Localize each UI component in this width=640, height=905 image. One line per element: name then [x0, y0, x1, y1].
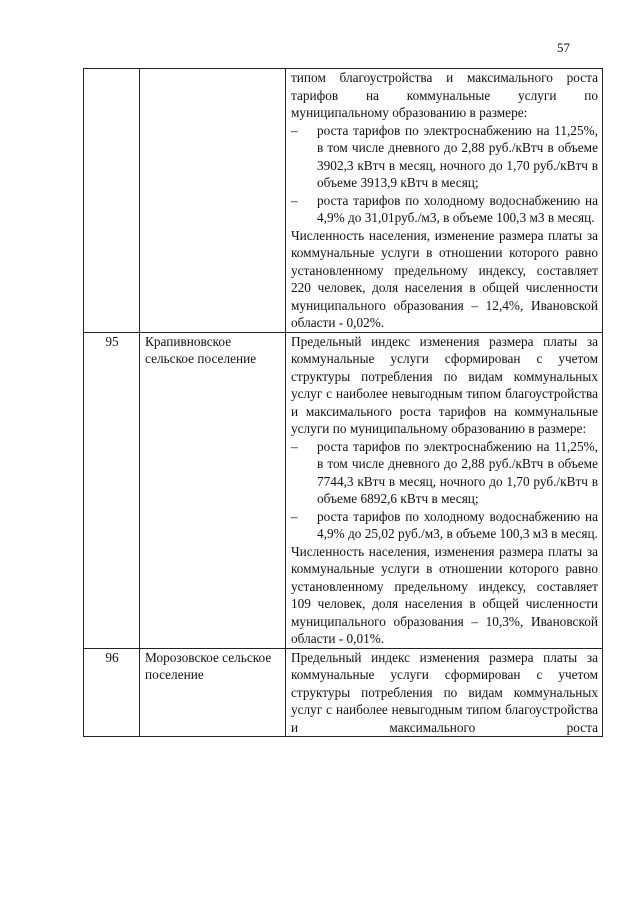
row-content: [286, 69, 603, 333]
intro-paragraph: типом благоустройства и максимального роста тарифов на коммунальные услуги по муниципальному образованию в размере:: [291, 70, 598, 120]
row-number: 95: [84, 332, 140, 648]
population-paragraph: Численность населения, изменение размера платы за коммунальные услуги в отношении которого равно установленному предельному индексу, составляет 220 человек, доля населения в общей численности муниципального образования – 12,4%, Ивановской области - 0,02%.: [291, 227, 598, 330]
page-number: 57: [557, 40, 570, 55]
bullet-marker: –: [291, 122, 298, 138]
list-item: – роста тарифов по холодному водоснабжению на 4,9% до 31,01руб./м3, в объеме 100,3 м3 в месяц.: [291, 192, 598, 225]
table-row: [84, 69, 603, 333]
settlement-name: Морозовское сельское поселение: [140, 648, 286, 737]
row-number: 96: [84, 648, 140, 737]
row-content: [286, 332, 603, 648]
row-number: [84, 69, 140, 333]
list-item: – роста тарифов по электроснабжению на 11,25%, в том числе дневного до 2,88 руб./кВтч в объеме 3902,3 кВтч в месяц, ночного до 1,70 руб./кВтч в объеме 3913,9 кВтч в месяц;: [291, 122, 598, 190]
table-row: [84, 648, 603, 737]
population-paragraph: Численность населения, изменения размера платы за коммунальные услуги в отношении которого равно установленному предельному индексу, составляет 109 человек, доля населения в общей численности муниципального образования – 10,3%, Ивановской области - 0,01%.: [291, 543, 598, 646]
settlement-name: [140, 69, 286, 333]
list-item: – роста тарифов по электроснабжению на 11,25%, в том числе дневного до 2,88 руб./кВтч в объеме 7744,3 кВтч в месяц, ночного до 1,70 руб./кВтч в объеме 6892,6 кВтч в месяц;: [291, 438, 598, 506]
intro-paragraph: Предельный индекс изменения размера платы за коммунальные услуги сформирован с учетом структуры потребления по видам коммунальных услуг с наиболее невыгодным типом благоустройства и максимального роста: [291, 649, 598, 735]
bullet-marker: –: [291, 508, 298, 524]
row-content: [286, 648, 603, 737]
tariff-list: [291, 438, 598, 543]
table-row: [84, 332, 603, 648]
intro-paragraph: Предельный индекс изменения размера платы за коммунальные услуги сформирован с учетом структуры потребления по видам коммунальных услуг с наиболее невыгодным типом благоустройства и максимального роста тарифов на коммунальные услуги по муниципальному образованию в размере:: [291, 333, 598, 436]
index-table: [83, 68, 603, 737]
list-item: – роста тарифов по холодному водоснабжению на 4,9% до 25,02 руб./м3, в объеме 100,3 м3 в месяц.: [291, 508, 598, 541]
tariff-list: [291, 122, 598, 227]
bullet-marker: –: [291, 192, 298, 208]
bullet-marker: –: [291, 438, 298, 454]
settlement-name: Крапивновское сельское поселение: [140, 332, 286, 648]
